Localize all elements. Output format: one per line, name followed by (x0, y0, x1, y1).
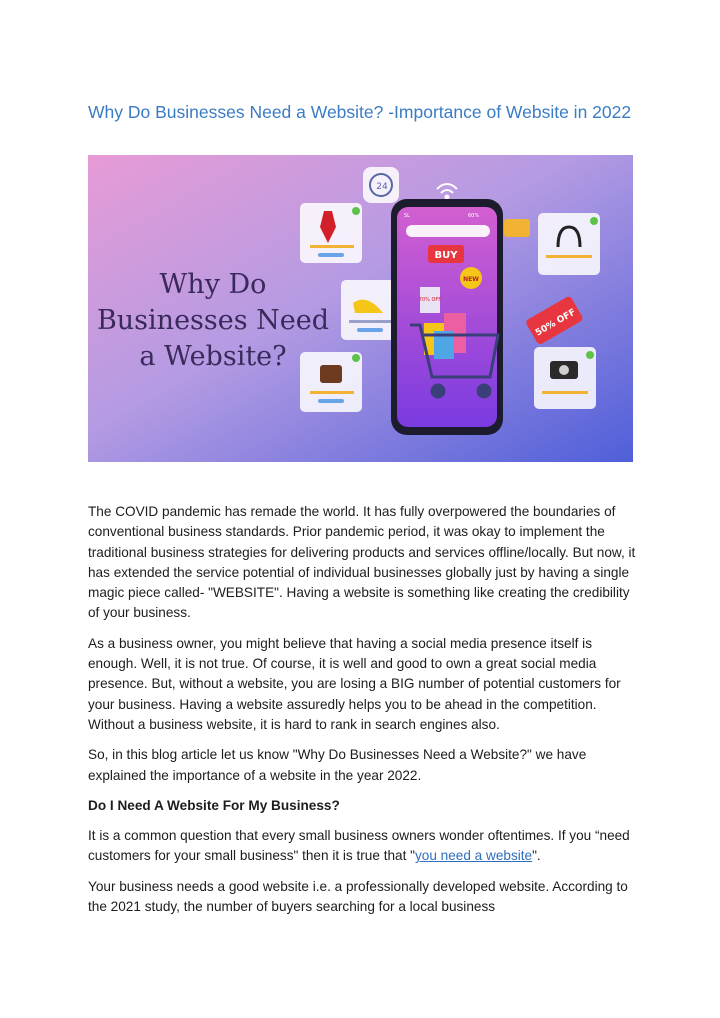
svg-text:24: 24 (376, 182, 388, 192)
paragraph-text-after-link: ". (532, 848, 541, 864)
paragraph-intro: So, in this blog article let us know "Why Do Businesses Need a Website?" we have explained the importance of a website in the year 2022. (88, 747, 587, 783)
product-card-handbag (300, 352, 362, 412)
svg-text:50% OFF: 50% OFF (534, 307, 578, 339)
handbag-icon (320, 365, 342, 383)
svg-text:70% OFF: 70% OFF (418, 297, 442, 303)
hero-headline-line1: Why Do (159, 269, 267, 300)
credit-card-icon (504, 219, 530, 237)
paragraph-common-question (88, 826, 636, 867)
paragraph-text-before-link: It is a common question that every small business owners wonder oftentimes. If you “need customers for your small business" then it is true that " (88, 828, 630, 864)
paragraph-social-media: As a business owner, you might believe that having a social media presence itself is enough. Well, it is not true. Of course, it is well and good to own a great social media presence. But, without a website, you are losing a BIG number of potential customers for your business. Having a website assuredly helps you to be ahead in the competition. Without a business website, it is hard to rank in search engines also. (88, 635, 621, 732)
document-title: Why Do Businesses Need a Website? -Importance of Website in 2022 (88, 102, 632, 122)
hero-headline-line3: a Website? (139, 341, 287, 372)
paragraph-covid: The COVID pandemic has remade the world. It has fully overpowered the boundaries of conventional business standards. Prior pandemic period, it was okay to implement the traditional business strategies for delivering products and services offline/locally. But now, it has extended the service potential of individual businesses globally just by having a single magic piece called- "WEBSITE". Having a website is something like creating the credibility of your business. (88, 504, 636, 621)
svg-text:60%: 60% (468, 213, 480, 219)
svg-text:NEW: NEW (463, 276, 479, 283)
support-24-icon (363, 167, 399, 203)
product-card-dress (300, 203, 362, 263)
hero-illustration (88, 155, 633, 462)
you-need-a-website-link[interactable]: you need a website (414, 848, 533, 864)
hero-image (88, 155, 633, 462)
product-card-camera (534, 347, 596, 409)
hero-headline-line2: Businesses Need (96, 305, 330, 336)
product-card-headphones (538, 213, 600, 275)
article-body (88, 502, 636, 927)
svg-text:BUY: BUY (434, 250, 458, 261)
phone-search-bar (406, 225, 490, 237)
paragraph-good-website: Your business needs a good website i.e. a professionally developed website. According to the 2021 study, the number of buyers searching for a local business (88, 878, 628, 915)
smartphone-icon (391, 199, 503, 435)
svg-text:SL: SL (404, 213, 410, 219)
section-heading: Do I Need A Website For My Business? (88, 797, 340, 813)
